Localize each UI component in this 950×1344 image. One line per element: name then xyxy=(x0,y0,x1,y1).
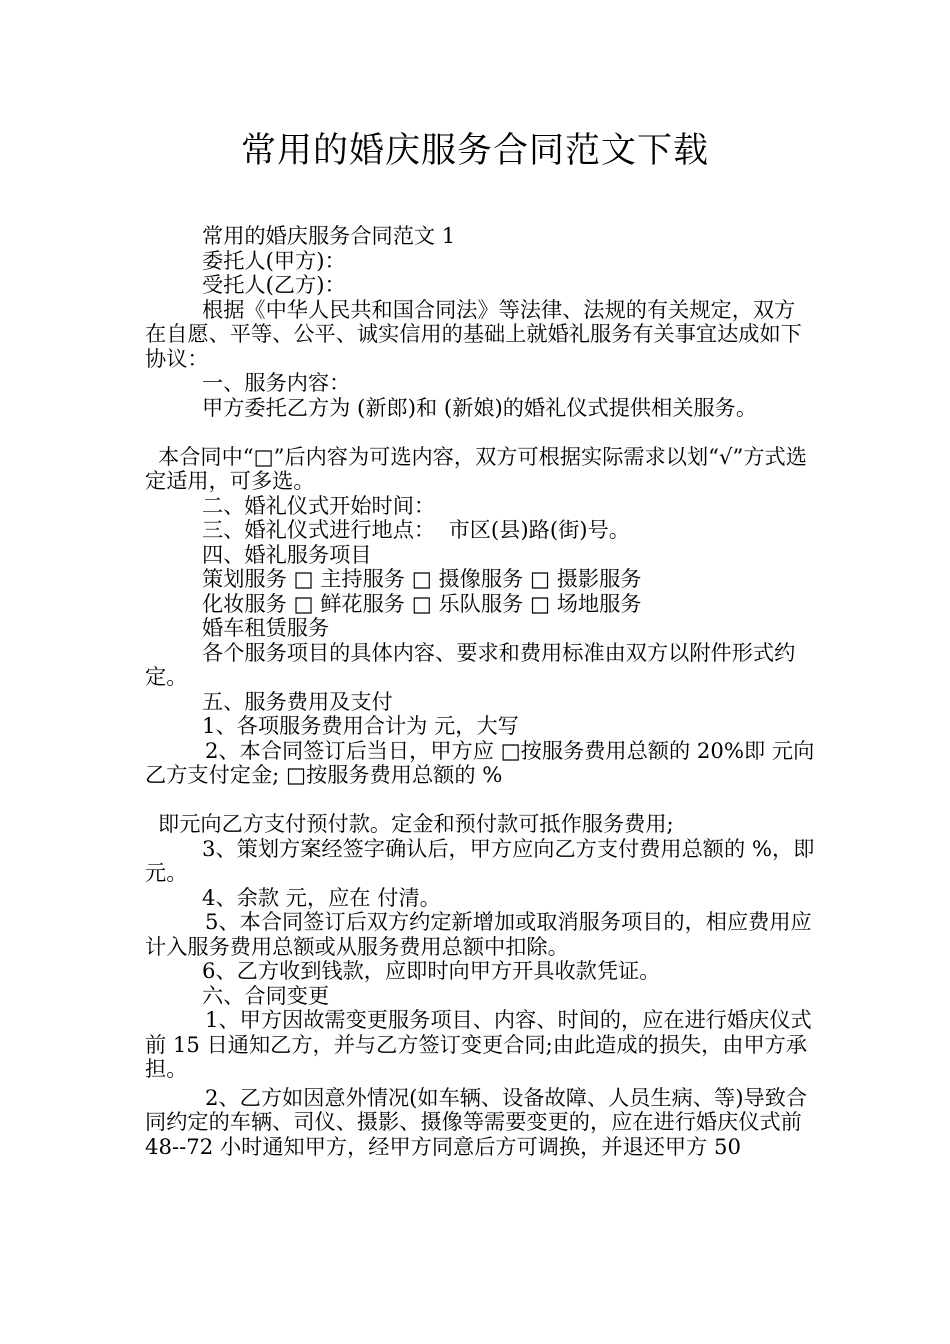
paragraph: 根据《中华人民共和国合同法》等法律、法规的有关规定，双方在自愿、平等、公平、诚实信用的基础上就婚礼服务有关事宜达成如下协议： xyxy=(145,296,802,371)
paragraph: 五、服务费用及支付 xyxy=(202,688,393,714)
paragraph: 6、乙方收到钱款，应即时向甲方开具收款凭证。 xyxy=(202,958,661,983)
paragraph: 即元向乙方支付预付款。定金和预付款可抵作服务费用; xyxy=(158,811,674,836)
paragraph: 1、甲方因故需变更服务项目、内容、时间的，应在进行婚庆仪式前 15 日通知乙方，并与乙方签订变更合同;由此造成的损失，由甲方承担。 xyxy=(145,1007,812,1081)
paragraph: 2、乙方如因意外情况(如车辆、设备故障、人员生病、等)导致合同约定的车辆、司仪、摄影、摄像等需要变更的，应在进行婚庆仪式前 48--72 小时通知甲方，经甲方同意后方可调换，并退还甲方 50 xyxy=(145,1084,809,1159)
paragraph: 3、策划方案经签字确认后，甲方应向乙方支付费用总额的 %，即 元。 xyxy=(145,835,822,885)
paragraph: 受托人(乙方)： xyxy=(202,272,346,297)
paragraph: 一、服务内容： xyxy=(202,370,351,395)
paragraph: 2、本合同签订后当日，甲方应 □按服务费用总额的 20%即 元向乙方支付定金; □按服务费用总额的 % xyxy=(145,737,815,787)
paragraph: 5、本合同签订后双方约定新增加或取消服务项目的，相应费用应计入服务费用总额或从服务费用总额中扣除。 xyxy=(145,909,812,959)
document-body xyxy=(145,223,822,1159)
paragraph: 常用的婚庆服务合同范文 1 xyxy=(202,223,456,248)
paragraph: 策划服务 □ 主持服务 □ 摄像服务 □ 摄影服务 xyxy=(202,566,642,591)
paragraph: 各个服务项目的具体内容、要求和费用标准由双方以附件形式约定。 xyxy=(145,639,796,689)
paragraph: 本合同中“□”后内容为可选内容，双方可根据实际需求以划“√”方式选定适用，可多选。 xyxy=(145,443,807,493)
paragraph: 三、婚礼仪式进行地点： 市区(县)路(街)号。 xyxy=(202,517,630,542)
paragraph: 化妆服务 □ 鲜花服务 □ 乐队服务 □ 场地服务 xyxy=(202,590,642,616)
paragraph: 4、余款 元，应在 付清。 xyxy=(202,884,441,910)
paragraph: 1、各项服务费用合计为 元，大写 xyxy=(202,713,519,738)
paragraph: 二、婚礼仪式开始时间： xyxy=(202,492,436,518)
paragraph: 四、婚礼服务项目 xyxy=(202,541,372,567)
paragraph: 委托人(甲方)： xyxy=(202,247,346,273)
paragraph: 甲方委托乙方为 (新郎)和 (新娘)的婚礼仪式提供相关服务。 xyxy=(202,394,758,420)
paragraph: 婚车租赁服务 xyxy=(202,615,330,640)
paragraph: 六、合同变更 xyxy=(202,982,330,1008)
document-title: 常用的婚庆服务合同范文下载 xyxy=(240,131,709,171)
